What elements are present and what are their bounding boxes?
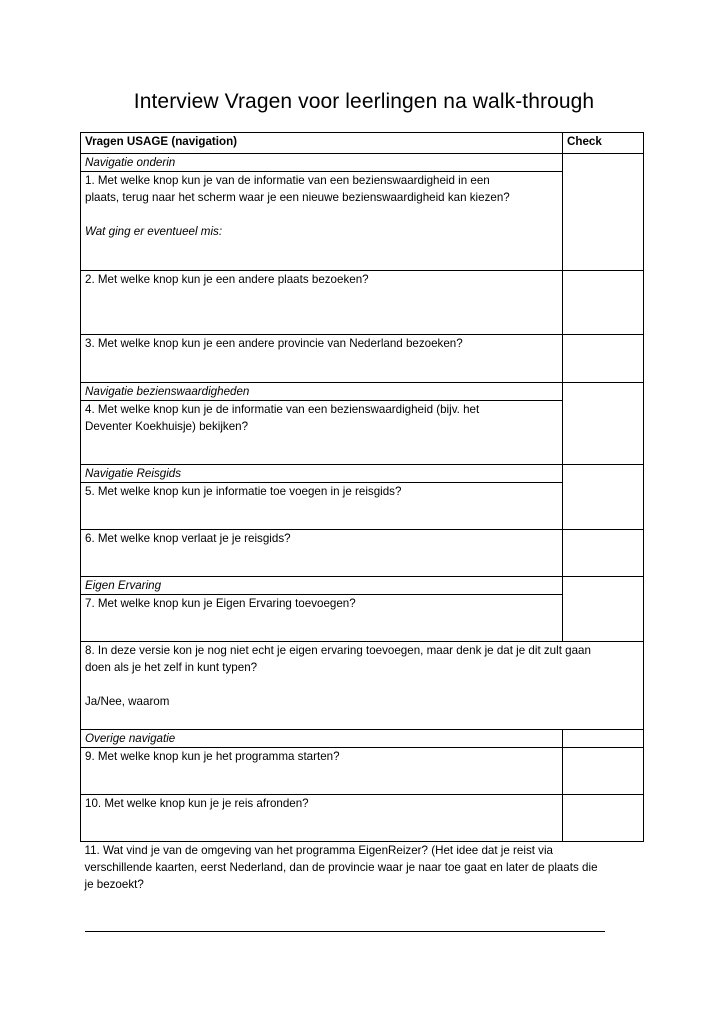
question-11-line-1: 11. Wat vind je van de omgeving van het programma EigenReizer? (Het idee dat je reist via bbox=[84, 844, 553, 857]
section-eigen-ervaring: Eigen Ervaring bbox=[81, 577, 563, 595]
check-cell[interactable] bbox=[563, 530, 644, 577]
question-row bbox=[81, 748, 644, 795]
question-6: 6. Met welke knop verlaat je je reisgids? bbox=[81, 530, 563, 577]
check-cell[interactable] bbox=[563, 795, 644, 842]
question-4-line-2: Deventer Koekhuisje) bekijken? bbox=[85, 420, 249, 433]
section-navigatie-bezienswaardigheden: Navigatie bezienswaardigheden bbox=[81, 383, 563, 401]
question-10: 10. Met welke knop kun je je reis afronden? bbox=[81, 795, 563, 842]
section-navigatie-onderin: Navigatie onderin bbox=[81, 154, 563, 172]
question-1-line-2: plaats, terug naar het scherm waar je een nieuwe bezienswaardigheid kan kiezen? bbox=[85, 191, 510, 204]
section-row bbox=[81, 154, 644, 172]
question-11 bbox=[81, 842, 644, 903]
question-1 bbox=[81, 172, 563, 271]
question-row bbox=[81, 335, 644, 383]
question-4-line-1: 4. Met welke knop kun je de informatie van een bezienswaardigheid (bijv. het bbox=[85, 403, 480, 416]
question-row bbox=[81, 401, 644, 465]
question-8 bbox=[81, 642, 644, 730]
section-navigatie-reisgids: Navigatie Reisgids bbox=[81, 465, 563, 483]
question-8-followup: Ja/Nee, waarom bbox=[85, 695, 170, 708]
check-cell[interactable] bbox=[563, 730, 644, 748]
question-7: 7. Met welke knop kun je Eigen Ervaring toevoegen? bbox=[81, 595, 563, 642]
question-row bbox=[81, 271, 644, 335]
check-column-header: Check bbox=[563, 133, 644, 154]
check-cell[interactable] bbox=[563, 154, 644, 271]
questions-column-header: Vragen USAGE (navigation) bbox=[81, 133, 563, 154]
check-cell[interactable] bbox=[563, 271, 644, 335]
question-5: 5. Met welke knop kun je informatie toe voegen in je reisgids? bbox=[81, 483, 563, 530]
table-header-row bbox=[81, 133, 644, 154]
section-row bbox=[81, 465, 644, 483]
answer-line[interactable] bbox=[85, 931, 605, 932]
section-row bbox=[81, 730, 644, 748]
question-row bbox=[81, 595, 644, 642]
questions-table bbox=[80, 132, 644, 902]
question-row bbox=[81, 795, 644, 842]
question-1-line-1: 1. Met welke knop kun je van de informatie van een bezienswaardigheid in een bbox=[85, 174, 490, 187]
section-row bbox=[81, 577, 644, 595]
check-cell[interactable] bbox=[563, 577, 644, 642]
question-11-line-2: verschillende kaarten, eerst Nederland, dan de provincie waar je naar toe gaat en later de plaats die bbox=[84, 861, 598, 874]
question-11-line-3: je bezoekt? bbox=[84, 878, 144, 891]
check-cell[interactable] bbox=[563, 335, 644, 383]
check-cell[interactable] bbox=[563, 748, 644, 795]
section-overige-navigatie: Overige navigatie bbox=[81, 730, 563, 748]
question-1-followup: Wat ging er eventueel mis: bbox=[85, 225, 223, 238]
check-cell[interactable] bbox=[563, 465, 644, 530]
page-title: Interview Vragen voor leerlingen na walk-through bbox=[133, 90, 595, 113]
question-row bbox=[81, 172, 644, 271]
question-row bbox=[81, 483, 644, 530]
question-9: 9. Met welke knop kun je het programma starten? bbox=[81, 748, 563, 795]
question-row bbox=[81, 642, 644, 730]
blank-line bbox=[85, 206, 558, 223]
question-3: 3. Met welke knop kun je een andere provincie van Nederland bezoeken? bbox=[81, 335, 563, 383]
blank-line bbox=[85, 676, 639, 693]
question-row bbox=[81, 530, 644, 577]
section-row bbox=[81, 383, 644, 401]
question-8-line-1: 8. In deze versie kon je nog niet echt je eigen ervaring toevoegen, maar denk je dat je dit zult gaan bbox=[85, 644, 591, 657]
question-4 bbox=[81, 401, 563, 465]
check-cell[interactable] bbox=[563, 383, 644, 465]
question-row bbox=[81, 842, 644, 903]
question-8-line-2: doen als je het zelf in kunt typen? bbox=[85, 661, 258, 674]
question-2: 2. Met welke knop kun je een andere plaats bezoeken? bbox=[81, 271, 563, 335]
